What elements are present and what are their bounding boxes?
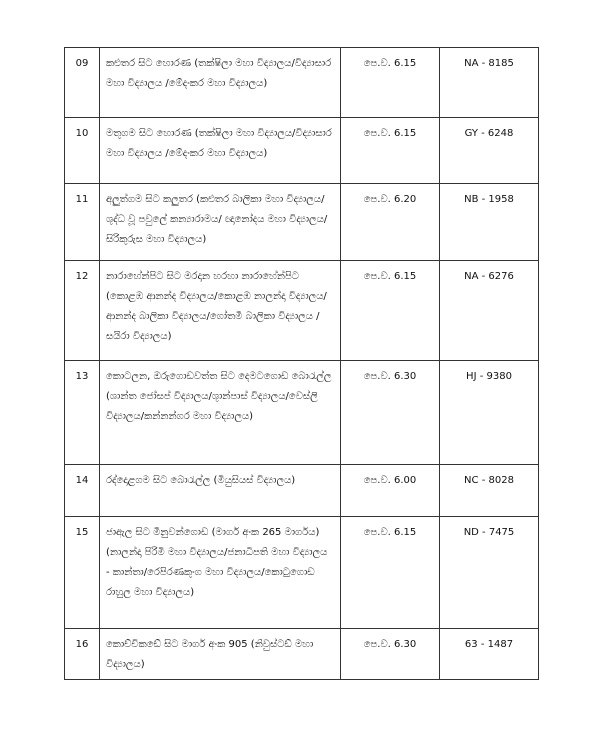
departure-time: පෙ.ව. 6.15 [341, 118, 440, 184]
departure-time: පෙ.ව. 6.00 [341, 465, 440, 517]
route-description: කළුතර සිට හොරණ (තක්ෂිලා මහා විද්‍යාලය/විද්‍යාසාර මහා විද්‍යාලය /මේදංකර මහා විද්‍යාලය) [100, 48, 341, 118]
bus-number: 63 - 1487 [440, 629, 539, 680]
route-description: ජාඇල සිට මීනුවන්ගොඩ (මාර්ග අංක 265 මාර්ගය) (නාලන්දා පිරිමි මහා විද්‍යාලය/ජනාධිපති මහා විද්‍යාලය - කාන්තා/රෙපිරණකුංග මහා විද්‍යාලය/කොටුගොඩ රාහුල මහා විද්‍යාලය) [100, 517, 341, 629]
table-row [65, 118, 539, 184]
bus-number: ND - 7475 [440, 517, 539, 629]
bus-number: NA - 8185 [440, 48, 539, 118]
bus-number: NC - 8028 [440, 465, 539, 517]
row-number: 09 [65, 48, 100, 118]
route-description: කොච්චිකඩේ සිට මාර්ග අංක 905 (නිවුස්ටඩ් මහා විද්‍යාලය) [100, 629, 341, 680]
route-description: අලුත්ගම සිට කලුතර (කළුතර බාලිකා මහා විද්‍යාලය/ ශුද්ධ වූ පවුලේ කන්‍යාරාමය/ ඥානෝදය මහා විද්‍යාලය/සිරිකුරුස මහා විද්‍යාලය) [100, 184, 341, 261]
departure-time: පෙ.ව. 6.15 [341, 517, 440, 629]
bus-number: NB - 1958 [440, 184, 539, 261]
row-number: 16 [65, 629, 100, 680]
departure-time: පෙ.ව. 6.15 [341, 261, 440, 361]
bus-number: NA - 6276 [440, 261, 539, 361]
table-row [65, 184, 539, 261]
departure-time: පෙ.ව. 6.30 [341, 361, 440, 465]
bus-number: GY - 6248 [440, 118, 539, 184]
row-number: 14 [65, 465, 100, 517]
route-description: මතුගම සිට හොරණ (තක්ෂිලා මහා විද්‍යාලය/විද්‍යාසාර මහා විද්‍යාලය /මේදංකර මහා විද්‍යාලය) [100, 118, 341, 184]
school-bus-routes-table [64, 47, 539, 680]
table-row [65, 465, 539, 517]
table-row [65, 48, 539, 118]
row-number: 10 [65, 118, 100, 184]
table-row [65, 629, 539, 680]
row-number: 13 [65, 361, 100, 465]
bus-number: HJ - 9380 [440, 361, 539, 465]
table-row [65, 517, 539, 629]
table-row [65, 361, 539, 465]
departure-time: පෙ.ව. 6.15 [341, 48, 440, 118]
row-number: 15 [65, 517, 100, 629]
row-number: 12 [65, 261, 100, 361]
departure-time: පෙ.ව. 6.20 [341, 184, 440, 261]
route-description: කොටලන, ඔරුගොඩවත්ත සිට දෙමටගොඩ බොරැල්ල (ශාන්ත ජෝසප් විද්‍යාලය/ශුාන්පාස් විද්‍යාලය/වෙස්ලි විද්‍යාලය/කන්නන්ගර මහා විද්‍යාලය) [100, 361, 341, 465]
route-description: නාරාහේන්පිට සිට මරදාන හරහා නාරාහේන්පිට (කොළඹ ආනන්ද විද්‍යාලය/කොළඹ නාලන්දා විද්‍යාලය/ආනන්ද බාලිකා විද්‍යාලය/ගෝතමී බාලිකා විද්‍යාලය /සයිරා විද්‍යාලය) [100, 261, 341, 361]
table-row [65, 261, 539, 361]
route-description: රද්දොළගම සිට බොරැල්ල (මියුසියස් විද්‍යාලය) [100, 465, 341, 517]
departure-time: පෙ.ව. 6.30 [341, 629, 440, 680]
row-number: 11 [65, 184, 100, 261]
